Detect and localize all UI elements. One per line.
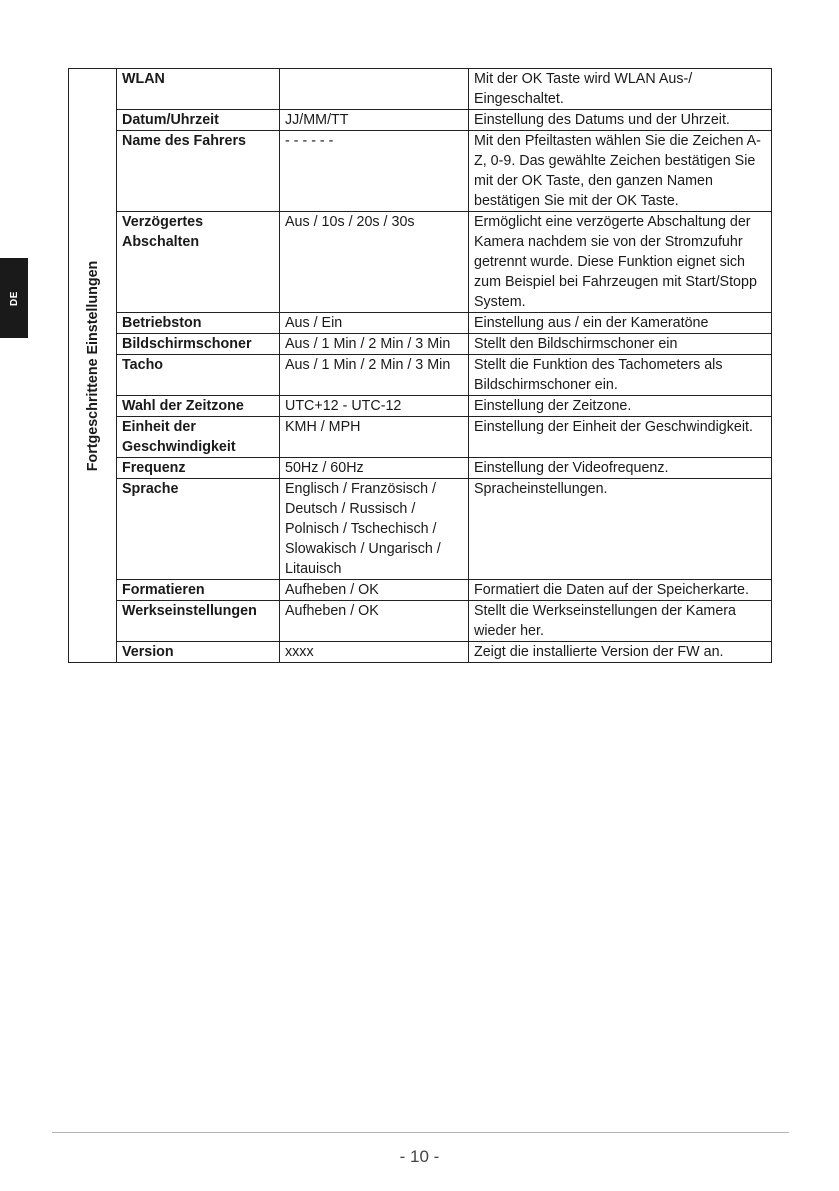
setting-options: JJ/MM/TT [280, 110, 469, 131]
setting-name: Frequenz [117, 458, 280, 479]
language-tab [0, 258, 28, 338]
setting-options: 50Hz / 60Hz [280, 458, 469, 479]
setting-description: Spracheinstellungen. [469, 479, 772, 580]
page-number: - 10 - [399, 1147, 440, 1166]
table-row [69, 458, 772, 479]
setting-options [280, 69, 469, 110]
setting-description: Stellt die Funktion des Tachometers als Bildschirmschoner ein. [469, 355, 772, 396]
setting-name: Betriebston [117, 313, 280, 334]
table-row [69, 313, 772, 334]
setting-name: Bildschirmschoner [117, 334, 280, 355]
setting-description: Stellt den Bildschirmschoner ein [469, 334, 772, 355]
setting-name: Formatieren [117, 580, 280, 601]
setting-description: Einstellung der Einheit der Geschwindigkeit. [469, 417, 772, 458]
setting-description: Mit der OK Taste wird WLAN Aus-/ Eingeschaltet. [469, 69, 772, 110]
table-row [69, 396, 772, 417]
setting-options: - - - - - - [280, 131, 469, 212]
setting-description: Einstellung der Videofrequenz. [469, 458, 772, 479]
footer-divider [52, 1132, 789, 1133]
table-row [69, 131, 772, 212]
table-row [69, 601, 772, 642]
setting-description: Stellt die Werkseinstellungen der Kamera wieder her. [469, 601, 772, 642]
section-title: Fortgeschrittene Einstellungen [84, 260, 101, 471]
setting-name: WLAN [117, 69, 280, 110]
setting-options: UTC+12 - UTC-12 [280, 396, 469, 417]
table-row [69, 69, 772, 110]
setting-name: Sprache [117, 479, 280, 580]
setting-name: Tacho [117, 355, 280, 396]
setting-description: Einstellung aus / ein der Kameratöne [469, 313, 772, 334]
setting-options: xxxx [280, 642, 469, 663]
section-cell [69, 69, 117, 663]
table-row [69, 110, 772, 131]
setting-options: Aufheben / OK [280, 601, 469, 642]
table-row [69, 642, 772, 663]
setting-description: Einstellung des Datums und der Uhrzeit. [469, 110, 772, 131]
setting-description: Mit den Pfeiltasten wählen Sie die Zeichen A-Z, 0-9. Das gewählte Zeichen bestätigen Sie mit der OK Taste, den ganzen Namen bestätigen Sie mit der OK Taste. [469, 131, 772, 212]
setting-options: Aus / Ein [280, 313, 469, 334]
table-row [69, 334, 772, 355]
setting-description: Formatiert die Daten auf der Speicherkarte. [469, 580, 772, 601]
setting-description: Zeigt die installierte Version der FW an. [469, 642, 772, 663]
setting-name: Wahl der Zeitzone [117, 396, 280, 417]
table-row [69, 580, 772, 601]
language-tab-label: DE [8, 290, 20, 306]
setting-options: Aus / 1 Min / 2 Min / 3 Min [280, 334, 469, 355]
setting-name: Name des Fahrers [117, 131, 280, 212]
setting-name: Einheit der Geschwindigkeit [117, 417, 280, 458]
setting-options: KMH / MPH [280, 417, 469, 458]
setting-options: Englisch / Französisch / Deutsch / Russisch / Polnisch / Tschechisch / Slowakisch / Ungarisch / Litauisch [280, 479, 469, 580]
setting-options: Aus / 1 Min / 2 Min / 3 Min [280, 355, 469, 396]
setting-name: Datum/Uhrzeit [117, 110, 280, 131]
table-row [69, 479, 772, 580]
setting-options: Aufheben / OK [280, 580, 469, 601]
setting-name: Verzögertes Abschalten [117, 212, 280, 313]
setting-options: Aus / 10s / 20s / 30s [280, 212, 469, 313]
table-row [69, 417, 772, 458]
table-row [69, 212, 772, 313]
settings-table [68, 68, 772, 663]
setting-name: Werkseinstellungen [117, 601, 280, 642]
table-row [69, 355, 772, 396]
setting-description: Ermöglicht eine verzögerte Abschaltung der Kamera nachdem sie von der Stromzufuhr getrennt wurde. Diese Funktion eignet sich zum Beispiel bei Fahrzeugen mit Start/Stopp System. [469, 212, 772, 313]
setting-name: Version [117, 642, 280, 663]
setting-description: Einstellung der Zeitzone. [469, 396, 772, 417]
